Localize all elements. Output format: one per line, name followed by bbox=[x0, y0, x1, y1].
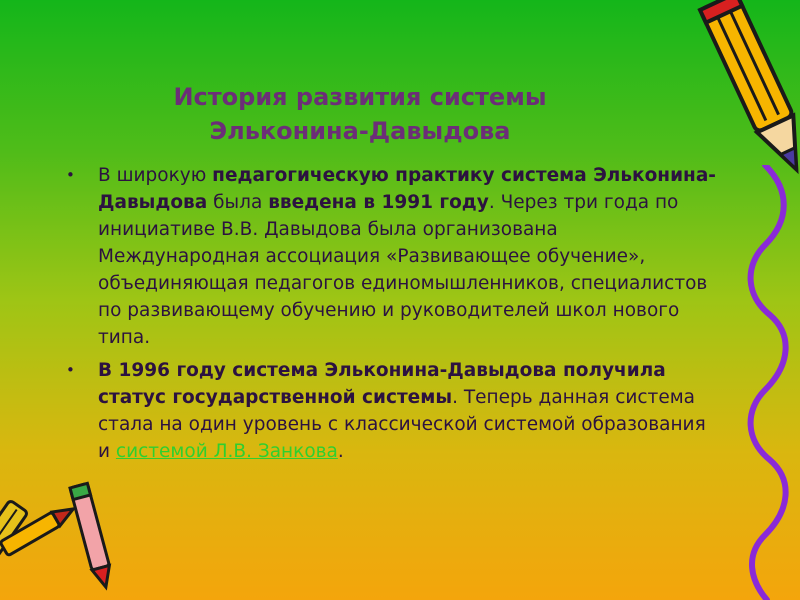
text-run: . Теперь данная система стала на один уровень с классической системой образования и bbox=[98, 387, 706, 462]
title-line-1: История развития системы bbox=[173, 83, 547, 111]
squiggle-line bbox=[745, 165, 800, 600]
bold-text: введена в 1991 году bbox=[268, 192, 489, 213]
text-run: В широкую bbox=[98, 165, 213, 186]
text-run: . Через три года по инициативе В.В. Давыдова была организована Международная ассоциация «Развивающее обучение», объединяющая педагогов единомышленников, специалистов по развивающему обучению и руководителей школ нового типа. bbox=[98, 192, 708, 348]
zankov-system-link[interactable]: системой Л.В. Занкова bbox=[115, 441, 338, 462]
bullet-dot-icon: • bbox=[66, 361, 75, 379]
bullet-dot-icon: • bbox=[66, 166, 75, 184]
bold-text: педагогическую практику система Эльконина-Давыдова bbox=[98, 165, 716, 213]
bullet-list bbox=[62, 162, 722, 471]
bold-text: В 1996 году система Эльконина-Давыдова получила статус государственной системы bbox=[98, 360, 666, 408]
title-line-2: Эльконина-Давыдова bbox=[209, 117, 511, 145]
text-run: . bbox=[337, 441, 344, 462]
slide-title bbox=[110, 80, 610, 148]
bullet-item bbox=[62, 357, 722, 465]
bullet-item bbox=[62, 162, 722, 351]
crayons-icon bbox=[0, 480, 130, 600]
text-run: была bbox=[207, 192, 269, 213]
